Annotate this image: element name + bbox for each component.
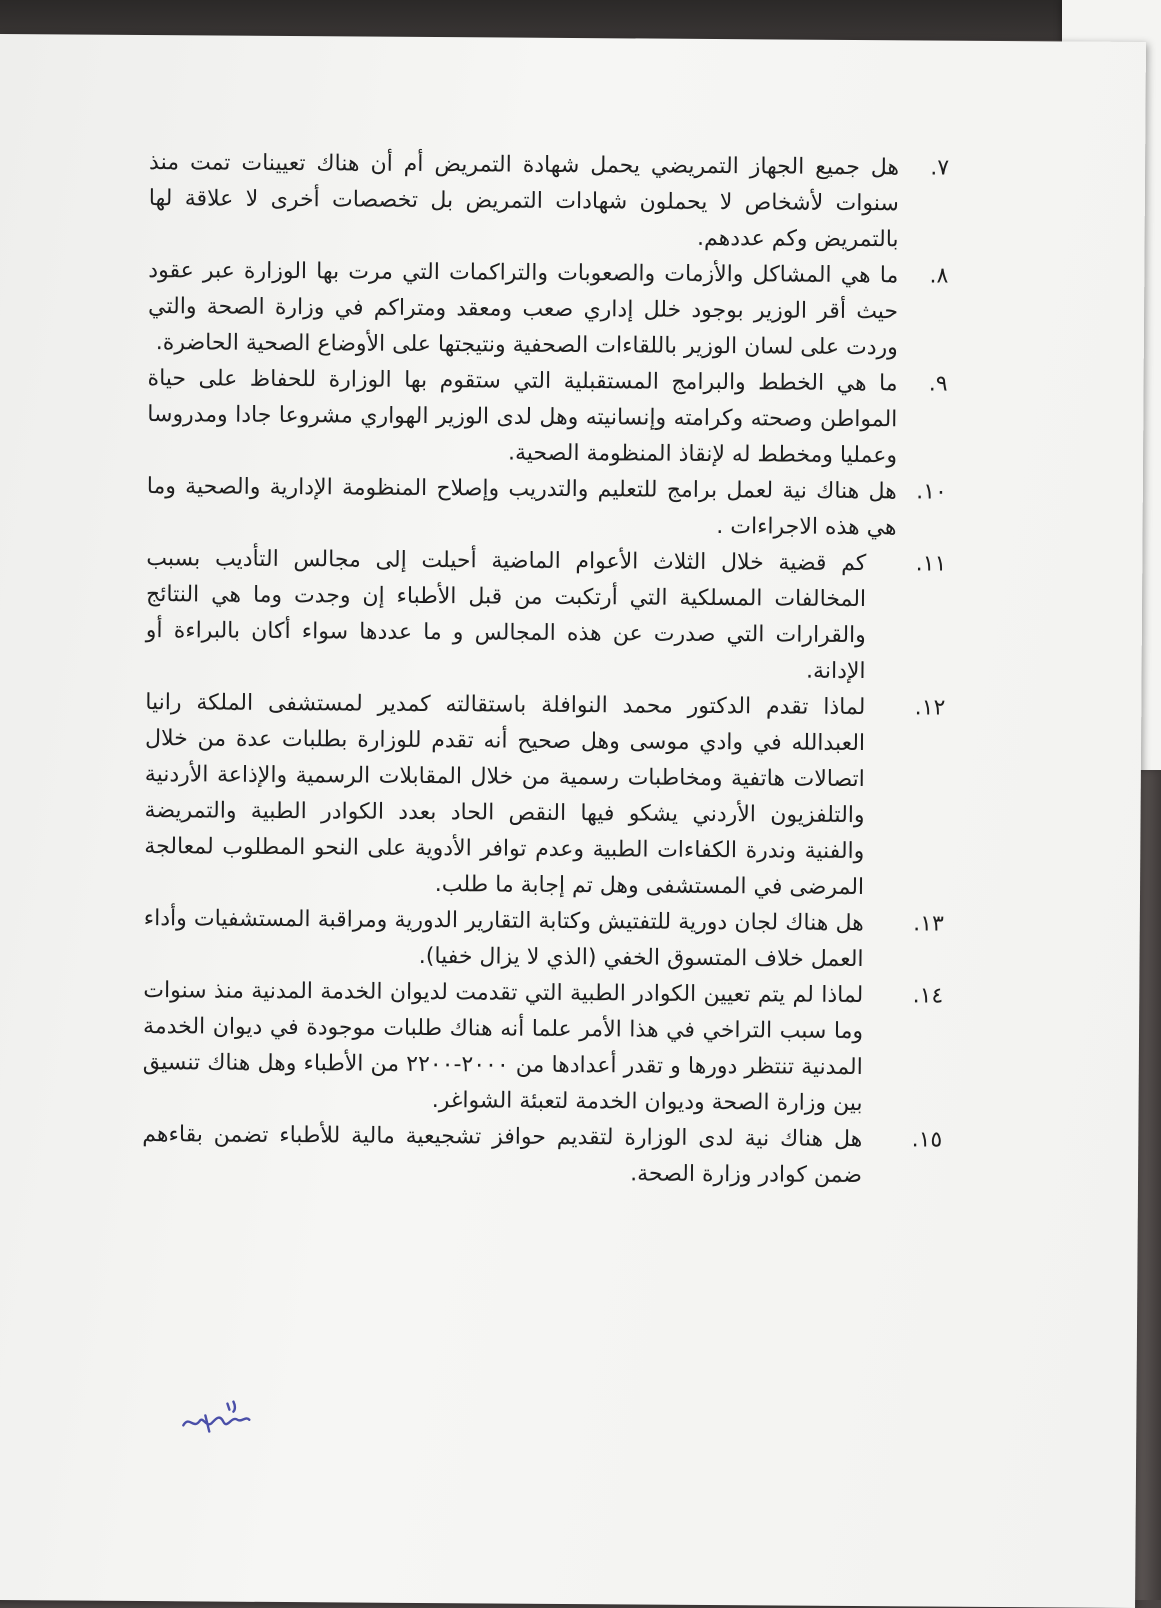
- question-number: ١٥.: [911, 1127, 943, 1153]
- question-number: ١٠.: [916, 479, 947, 505]
- question-text: ما هي الخطط والبرامج المستقبلية التي ستقوم بها الوزارة للحفاظ على حياة المواطن وصحته وكرامته وإنسانيته وهل لدى الوزير الهواري مشروعا جادا ومدروسا وعمليا ومخطط له لإنقاذ المنظومة الصحية.: [147, 366, 898, 469]
- question-text: لماذا تقدم الدكتور محمد النوافلة باستقالته كمدير لمستشفى الملكة رانيا العبدالله في وادي موسى وهل صحيح أنه تقدم للوزارة بطلبات عدة من خلال اتصالات هاتفية ومخاطبات رسمية من خلال المقابلات الرسمية والإذاعة الأردنية والتلفزيون الأردني يشكو فيها النقص الحاد بعدد الكوادر الطبية والتمريضة والفنية وندرة الكفاءات الطبية وعدم توافر الأدوية على النحو المطلوب لمعالجة المرضى في المستشفى وهل تم إجابة ما طلب.: [144, 690, 866, 901]
- question-text: كم قضية خلال الثلاث الأعوام الماضية أحيلت إلى مجالس التأديب بسبب المخالفات المسلكية التي أرتكبت من قبل الأطباء إن وجدت وما هي النتائج والقرارات التي صدرت عن هذه المجالس و ما عددها سواء أكان بالبراءة أو الإدانة.: [145, 546, 867, 685]
- question-text: هل هناك نية لدى الوزارة لتقديم حوافز تشجيعية مالية للأطباء تضمن بقاءهم ضمن كوادر وزارة الصحة.: [142, 1122, 863, 1189]
- question-number: ٩.: [928, 371, 948, 397]
- question-text: لماذا لم يتم تعيين الكوادر الطبية التي تقدمت لديوان الخدمة المدنية منذ سنوات وما سبب التراخي في هذا الأمر علما أنه هناك طلبات موجودة في ديوان الخدمة المدنية تنتظر دورها و تقدر أعدادها من ٢٠٠٠-٢٢٠٠ من الأطباء وهل هناك تنسيق بين وزارة الصحة وديوان الخدمة لتعبئة الشواغر.: [142, 978, 864, 1117]
- question-item: [146, 469, 946, 547]
- background-top: [0, 0, 1161, 40]
- question-number: ٨.: [929, 263, 949, 289]
- question-item: [144, 685, 945, 907]
- question-number: ١٢.: [914, 695, 946, 721]
- question-number: ١٤.: [912, 983, 944, 1009]
- question-text: هل هناك نية لعمل برامج للتعليم والتدريب وإصلاح المنظومة الإدارية والصحية وما هي هذه الاجراءات .: [146, 474, 897, 541]
- question-number: ١١.: [915, 551, 947, 577]
- question-item: [148, 145, 949, 259]
- question-number: ٧.: [930, 155, 950, 181]
- question-item: [143, 901, 943, 979]
- document-page: [0, 34, 1146, 1608]
- question-number: ١٣.: [913, 911, 944, 937]
- question-text: هل جميع الجهاز التمريضي يحمل شهادة التمريض أم أن هناك تعيينات تمت منذ سنوات لأشخاص لا يحملون شهادات التمريض بل تخصصات أخرى لا علاقة لها بالتمريض وكم عددهم.: [148, 150, 900, 253]
- handwritten-signature: [175, 1385, 265, 1446]
- question-item: [147, 361, 948, 475]
- question-item: [148, 253, 949, 367]
- question-text: هل هناك لجان دورية للتفتيش وكتابة التقارير الدورية ومراقبة المستشفيات وأداء العمل خلاف المتسوق الخفي (الذي لا يزال خفيا).: [143, 906, 864, 973]
- question-text: ما هي المشاكل والأزمات والصعوبات والتراكمات التي مرت بها الوزارة عبر عقود حيث أقر الوزير بوجود خلل إداري صعب ومعقد ومتراكم في وزارة الصحة والتي وردت على لسان الوزير باللقاءات الصحفية ونتيجتها على الأوضاع الصحية الحاضرة.: [148, 258, 899, 361]
- question-item: [142, 1117, 942, 1195]
- question-item: [142, 973, 943, 1123]
- question-item: [145, 541, 946, 691]
- questions-list: [142, 145, 949, 1195]
